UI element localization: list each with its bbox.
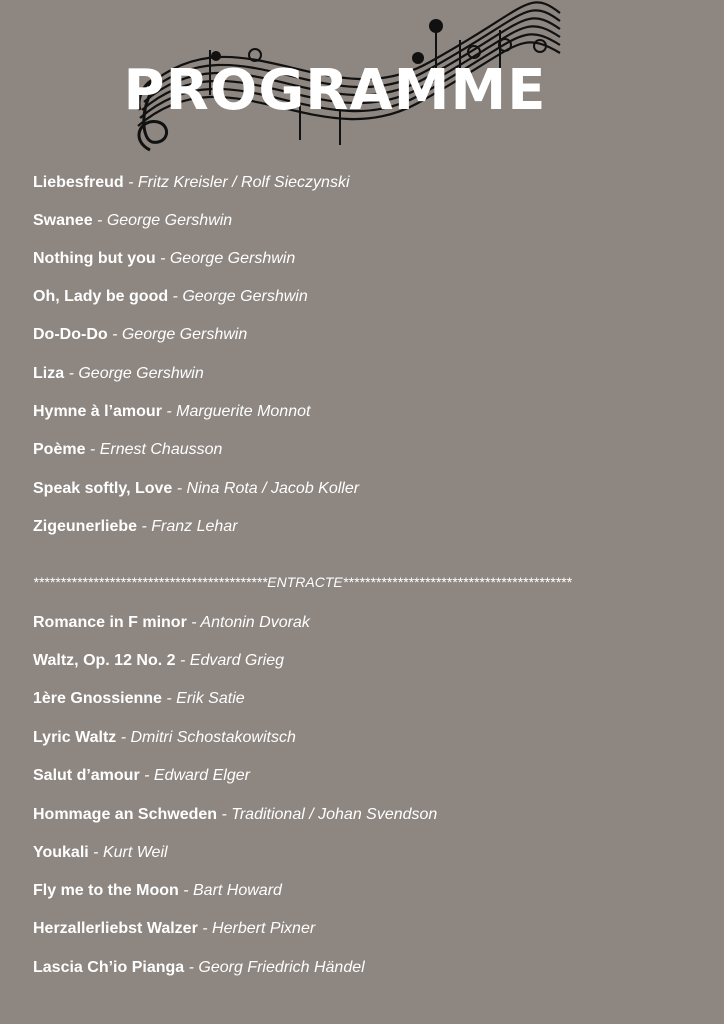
piece-title: Waltz, Op. 12 No. 2 bbox=[33, 652, 176, 669]
piece-title: Zigeunerliebe bbox=[33, 518, 138, 535]
list-item: Waltz, Op. 12 No. 2 - Edvard Grieg bbox=[33, 652, 285, 669]
piece-title: Oh, Lady be good bbox=[33, 288, 169, 305]
composer: Georg Friedrich Händel bbox=[198, 959, 365, 976]
list-item: Hymne à l’amour - Marguerite Monnot bbox=[33, 403, 311, 420]
piece-title: Herzallerliebst Walzer bbox=[33, 920, 198, 937]
composer: Nina Rota / Jacob Koller bbox=[186, 480, 360, 497]
list-item: Romance in F minor - Antonin Dvorak bbox=[33, 614, 310, 631]
piece-title: Hommage an Schweden bbox=[33, 806, 218, 823]
composer: Kurt Weil bbox=[102, 844, 168, 861]
list-item: Zigeunerliebe - Franz Lehar bbox=[33, 518, 238, 535]
list-item: Fly me to the Moon - Bart Howard bbox=[33, 882, 282, 899]
composer: George Gershwin bbox=[78, 365, 204, 382]
list-item: Do-Do-Do - George Gershwin bbox=[33, 326, 248, 343]
composer: Edward Elger bbox=[153, 767, 250, 784]
list-item: Liza - George Gershwin bbox=[33, 365, 204, 382]
list-item: 1ère Gnossienne - Erik Satie bbox=[33, 690, 245, 707]
composer: Franz Lehar bbox=[151, 518, 238, 535]
piece-title: Fly me to the Moon bbox=[33, 882, 179, 899]
piece-title: Do-Do-Do bbox=[33, 326, 108, 343]
list-item: Poème - Ernest Chausson bbox=[33, 441, 223, 458]
composer: Dmitri Schostakowitsch bbox=[130, 729, 296, 746]
list-item: Speak softly, Love - Nina Rota / Jacob Koller bbox=[33, 480, 360, 497]
list-item: Liebesfreud - Fritz Kreisler / Rolf Sieczynski bbox=[33, 174, 350, 191]
composer: Erik Satie bbox=[176, 690, 245, 707]
composer: Ernest Chausson bbox=[99, 441, 223, 458]
piece-title: Liebesfreud bbox=[33, 174, 124, 191]
piece-title: Liza bbox=[33, 365, 65, 382]
composer: Bart Howard bbox=[193, 882, 282, 899]
list-item: Lyric Waltz - Dmitri Schostakowitsch bbox=[33, 729, 296, 746]
list-item: Salut d’amour - Edward Elger bbox=[33, 767, 250, 784]
list-item: Herzallerliebst Walzer - Herbert Pixner bbox=[33, 920, 316, 937]
piece-title: 1ère Gnossienne bbox=[33, 690, 162, 707]
piece-title: Lyric Waltz bbox=[33, 729, 117, 746]
entracte-divider: *******************************************ENTRACTE****************************************** bbox=[33, 574, 572, 590]
piece-title: Nothing but you bbox=[33, 250, 156, 267]
composer: George Gershwin bbox=[121, 326, 248, 343]
list-item: Nothing but you - George Gershwin bbox=[33, 250, 296, 267]
piece-title: Romance in F minor bbox=[33, 614, 187, 631]
piece-title: Swanee bbox=[33, 212, 93, 229]
piece-title: Youkali bbox=[33, 844, 89, 861]
list-item: Hommage an Schweden - Traditional / Johan Svendson bbox=[33, 806, 438, 823]
composer: Fritz Kreisler / Rolf Sieczynski bbox=[137, 174, 350, 191]
piece-title: Poème bbox=[33, 441, 86, 458]
composer: George Gershwin bbox=[106, 212, 233, 229]
piece-title: Hymne à l’amour bbox=[33, 403, 162, 420]
composer: George Gershwin bbox=[169, 250, 296, 267]
list-item: Lascia Ch’io Pianga - Georg Friedrich Händel bbox=[33, 959, 365, 976]
list-item: Oh, Lady be good - George Gershwin bbox=[33, 288, 308, 305]
composer: Herbert Pixner bbox=[212, 920, 316, 937]
composer: Edvard Grieg bbox=[189, 652, 285, 669]
composer: Traditional / Johan Svendson bbox=[231, 806, 438, 823]
piece-title: Speak softly, Love bbox=[33, 480, 173, 497]
header bbox=[0, 0, 724, 170]
list-item: Youkali - Kurt Weil bbox=[33, 844, 168, 861]
piece-title: Salut d’amour bbox=[33, 767, 140, 784]
composer: Antonin Dvorak bbox=[200, 614, 310, 631]
page-title: PROGRAMME bbox=[123, 58, 547, 123]
composer: George Gershwin bbox=[182, 288, 308, 305]
piece-title: Lascia Ch’io Pianga bbox=[33, 959, 185, 976]
composer: Marguerite Monnot bbox=[176, 403, 311, 420]
list-item: Swanee - George Gershwin bbox=[33, 212, 233, 229]
